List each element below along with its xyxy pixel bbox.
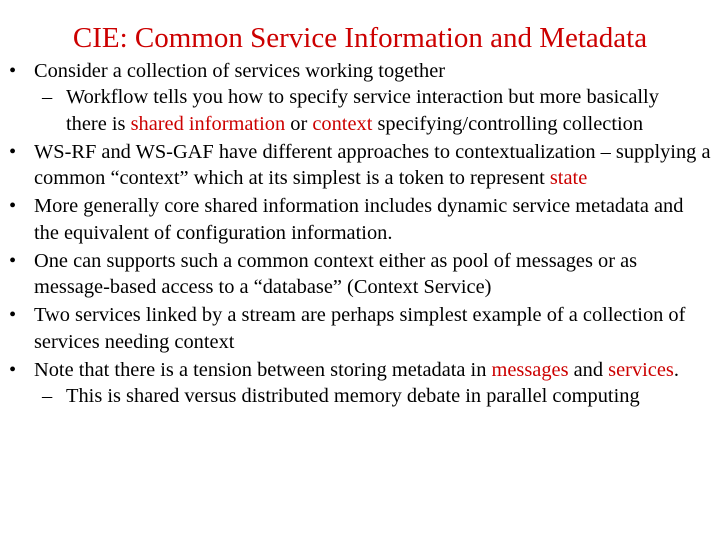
bullet-text: One can supports such a common context either as pool of messages or as message-based access to a “database” (Context Service) [34,249,638,298]
bullet-item [0,248,720,301]
bullet-marker: • [9,358,17,381]
bullet-marker: • [9,59,17,82]
bullet-item [0,302,720,355]
sub-bullet-text: This is shared versus distributed memory debate in parallel computing [66,385,640,407]
sub-bullet-item [0,383,720,410]
highlight-services: services [608,358,674,381]
bullet-item [0,139,720,192]
bullet-text: Two services linked by a stream are perhaps simplest example of a collection of services needing context [34,304,686,353]
bullet-text: WS-RF and WS-GAF have different approaches to contextualization – supplying a common “context” which at its simplest is a token to represent [34,140,711,189]
highlight-shared-information: shared information [130,112,286,135]
sub-bullet-text-middle: or [285,112,313,135]
bullet-text: More generally core shared information includes dynamic service metadata and the equivalent of configuration information. [34,195,684,244]
bullet-marker: • [9,195,17,217]
bullet-marker: • [9,249,17,272]
bullet-text-middle: and [568,358,609,381]
bullet-text-end: . [673,358,679,381]
bullet-text: Consider a collection of services working together [34,59,446,82]
sub-bullet-text: Workflow tells you how to specify service interaction but more basically there is [66,86,659,135]
sub-bullet-item [0,84,720,137]
sub-bullet-marker: – [42,86,53,108]
bullet-marker: • [9,140,17,163]
bullet-list [0,56,720,410]
highlight-context: context [312,112,373,135]
highlight-state: state [549,167,588,189]
bullet-text: Note that there is a tension between storing metadata in [34,358,492,381]
bullet-item [0,357,720,384]
highlight-messages: messages [491,358,569,381]
bullet-item [0,193,720,246]
sub-bullet-text-end: specifying/controlling collection [372,112,644,135]
bullet-item [0,58,720,85]
slide-title: CIE: Common Service Information and Metadata [72,22,648,54]
bullet-marker: • [9,304,17,326]
sub-bullet-marker: – [42,385,53,407]
